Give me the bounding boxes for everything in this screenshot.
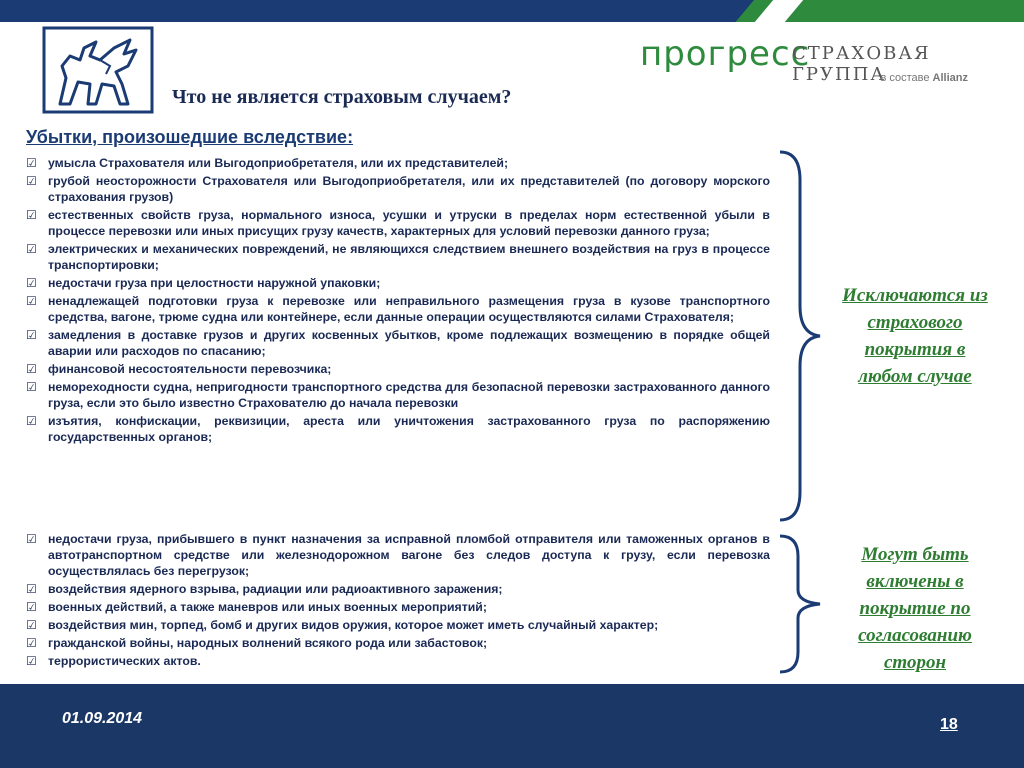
- list-item: ☑ ненадлежащей подготовки груза к перевозке или неправильного размещения груза в кузове транспортного средства, вагоне, трюме судна или контейнере, если данные операции осуществляются силами Страхователя;: [26, 294, 770, 324]
- list-item: ☑ воздействия ядерного взрыва, радиации или радиоактивного заражения;: [26, 582, 503, 596]
- brace-optional: [776, 534, 824, 674]
- list-item: ☑ террористических актов.: [26, 654, 201, 668]
- list-item: ☑ изъятия, конфискации, реквизиции, ареста или уничтожения застрахованного груза по распоряжению государственных органов;: [26, 414, 770, 444]
- slide-title: Что не является страховым случаем?: [172, 86, 512, 108]
- checkbox-check-icon: ☑: [26, 328, 37, 342]
- callout-optional: Могут быть включены в покрытие по согласованию сторон: [858, 544, 972, 673]
- list-item: ☑ недостачи груза при целостности наружной упаковки;: [26, 276, 381, 290]
- checkbox-check-icon: ☑: [26, 174, 37, 188]
- list-item: ☑ замедления в доставке грузов и других косвенных убытков, кроме подлежащих возмещению в порядке общей аварии или расходов по спасанию;: [26, 328, 770, 358]
- section-heading: Убытки, произошедшие вследствие:: [26, 127, 354, 147]
- brace-excluded: [776, 150, 824, 522]
- list-item: ☑ воздействия мин, торпед, бомб и других видов оружия, которое может иметь случайный характер;: [26, 618, 659, 632]
- page-number[interactable]: 18: [940, 716, 958, 733]
- checkbox-check-icon: ☑: [26, 582, 37, 596]
- list-item: ☑ грубой неосторожности Страхователя или Выгодоприобретателя, или их представителей (по договору морского страхования грузов): [26, 174, 770, 204]
- checkbox-check-icon: ☑: [26, 242, 37, 256]
- footer-bar: [0, 684, 1024, 768]
- excluded-losses-list: [26, 155, 770, 447]
- checkbox-check-icon: ☑: [26, 600, 37, 614]
- list-item: ☑ немореходности судна, непригодности транспортного средства для безопасной перевозки застрахованного данного груза, если это было известно Страхователю до начала перевозки: [26, 380, 770, 410]
- optional-losses-list: [26, 531, 770, 671]
- checkbox-check-icon: ☑: [26, 414, 37, 428]
- checkbox-check-icon: ☑: [26, 636, 37, 650]
- list-item: ☑ финансовой несостоятельности перевозчика;: [26, 362, 332, 376]
- list-item: ☑ естественных свойств груза, нормального износа, усушки и утруски в пределах норм естественной убыли в процессе перевозки или иных присущих грузу качеств, характерных для условий перевозки данного груза;: [26, 208, 770, 238]
- list-item: ☑ недостачи груза, прибывшего в пункт назначения за исправной пломбой отправителя или таможенных органов в автотранспортном средстве или железнодорожном вагоне без следов доступа к грузу, если перевозка осуществлялась без перегрузок;: [26, 532, 770, 578]
- checkbox-check-icon: ☑: [26, 380, 37, 394]
- griffin-logo-icon: [40, 26, 156, 114]
- checkbox-check-icon: ☑: [26, 156, 37, 170]
- checkbox-check-icon: ☑: [26, 362, 37, 376]
- checkbox-check-icon: ☑: [26, 618, 37, 632]
- checkbox-check-icon: ☑: [26, 294, 37, 308]
- brand-partner: [880, 72, 968, 84]
- top-decorative-band: [0, 0, 1024, 22]
- brand-header: [640, 34, 1000, 94]
- partner-prefix: в составе: [880, 72, 930, 84]
- callout-excluded: Исключаются из страхового покрытия в любом случае: [842, 285, 988, 387]
- checkbox-check-icon: ☑: [26, 208, 37, 222]
- partner-name: Allianz: [932, 72, 968, 84]
- checkbox-check-icon: ☑: [26, 654, 37, 668]
- checkbox-check-icon: ☑: [26, 532, 37, 546]
- footer-date: 01.09.2014: [62, 710, 143, 727]
- list-item: ☑ электрических и механических повреждений, не являющихся следствием внешнего воздействия на груз в процессе транспортировки;: [26, 242, 770, 272]
- list-item: ☑ военных действий, а также маневров или иных военных мероприятий;: [26, 600, 487, 614]
- checkbox-check-icon: ☑: [26, 276, 37, 290]
- brand-group: СТРАХОВАЯ ГРУППА: [792, 43, 931, 85]
- list-item: ☑ умысла Страхователя или Выгодоприобретателя, или их представителей;: [26, 156, 509, 170]
- brand-name: прогресс: [640, 34, 811, 74]
- list-item: ☑ гражданской войны, народных волнений всякого рода или забастовок;: [26, 636, 488, 650]
